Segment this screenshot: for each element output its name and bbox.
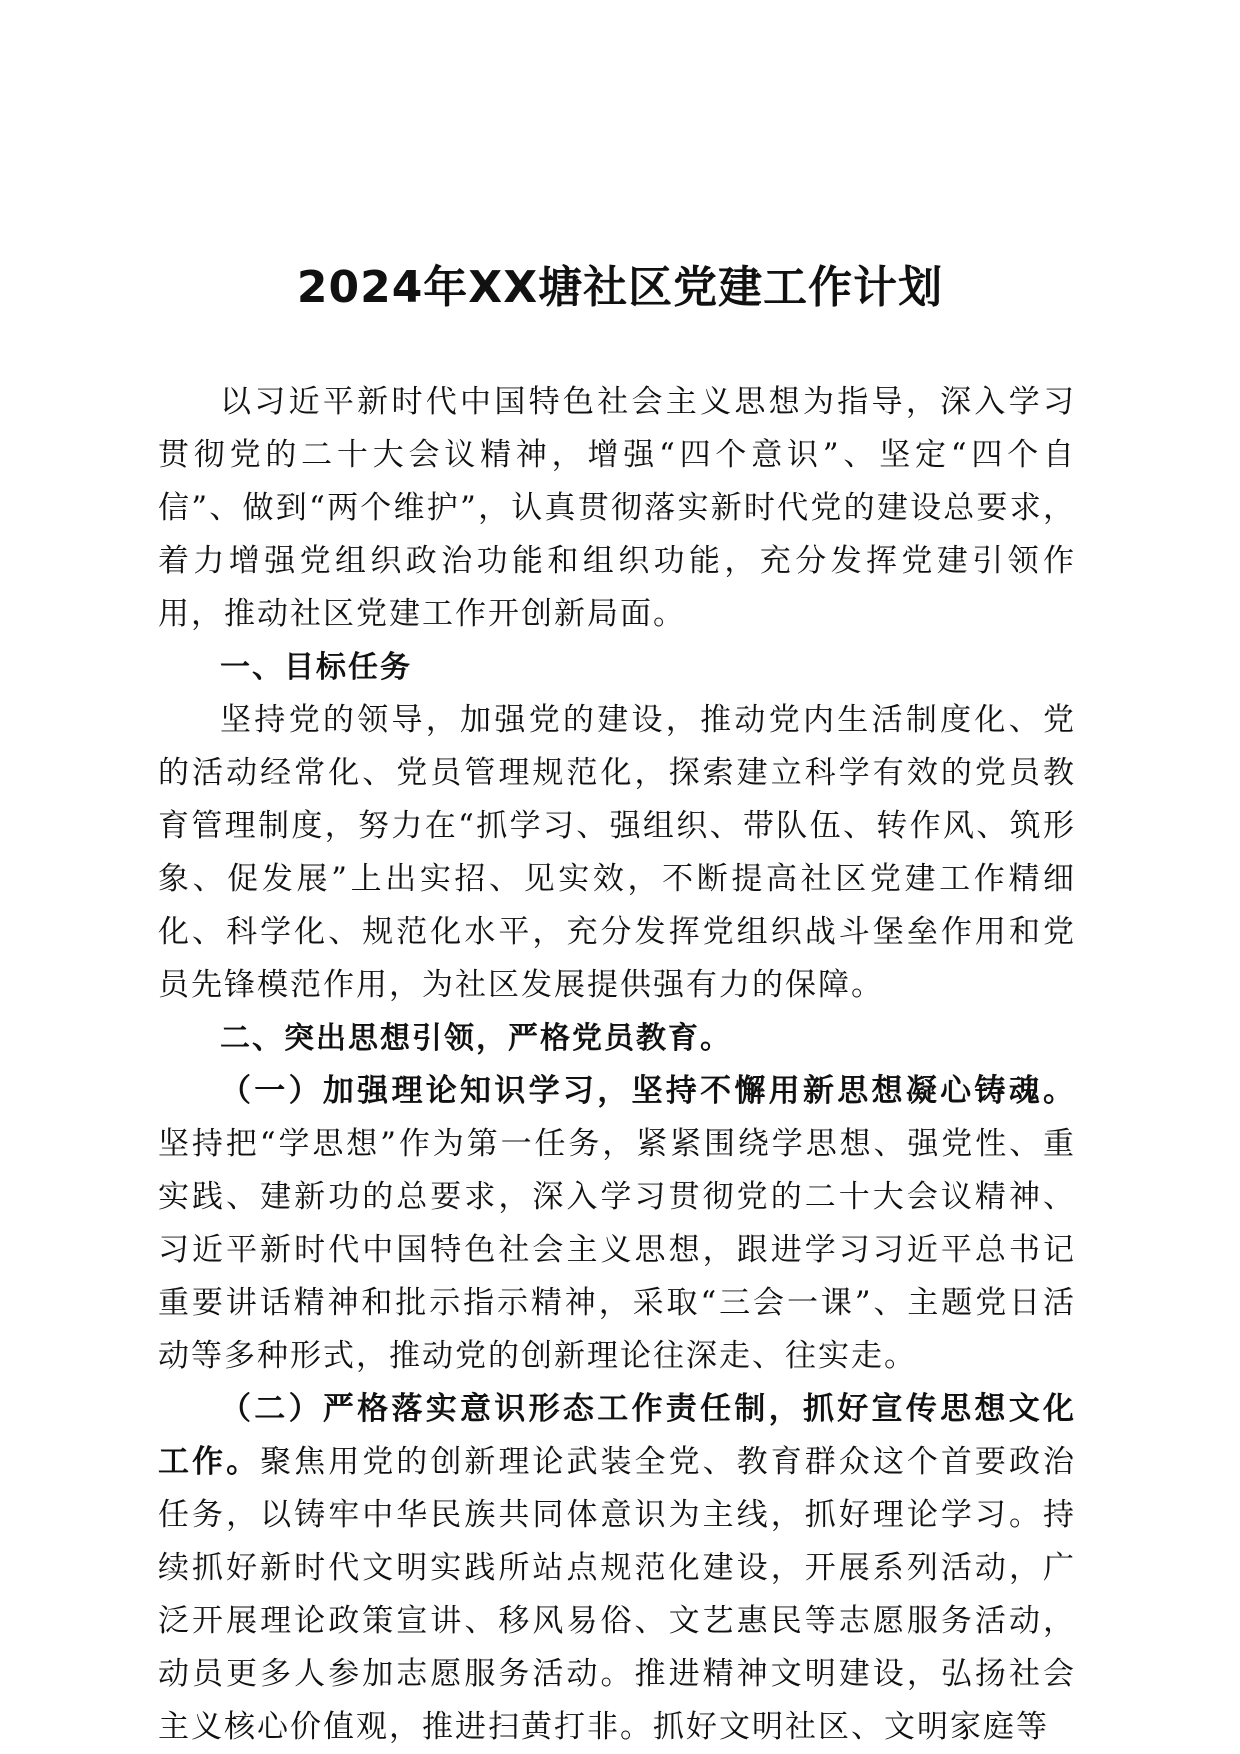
subsection-theory-study-body: 坚持把“学思想”作为第一任务，紧紧围绕学思想、强党性、重实践、建新功的总要求，深入学习贯彻党的二十大会议精神、习近平新时代中国特色社会主义思想，跟进学习习近平总书记重要讲话精神和批示指示精神，采取“三会一课”、主题党日活动等多种形式，推动党的创新理论往深走、往实走。 [158, 1126, 1076, 1374]
document-title: 2024年XX塘社区党建工作计划 [296, 262, 944, 313]
goals-paragraph: 坚持党的领导，加强党的建设，推动党内生活制度化、党的活动经常化、党员管理规范化，探索建立科学有效的党员教育管理制度，努力在“抓学习、强组织、带队伍、转作风、筑形象、促发展”上出实招、见实效，不断提高社区党建工作精细化、科学化、规范化水平，充分发挥党组织战斗堡垒作用和党员先锋模范作用，为社区发展提供强有力的保障。 [158, 702, 1076, 1003]
subsection-theory-study-lead: （一）加强理论知识学习，坚持不懈用新思想凝心铸魂。 [220, 1073, 1076, 1109]
subsection-ideology-responsibility [158, 1383, 1076, 1754]
section-heading-ideology: 二、突出思想引领，严格党员教育。 [220, 1021, 732, 1056]
subsection-ideology-responsibility-body: 聚焦用党的创新理论武装全党、教育群众这个首要政治任务，以铸牢中华民族共同体意识为主线，抓好理论学习。持续抓好新时代文明实践所站点规范化建设，开展系列活动，广泛开展理论政策宣讲、移风易俗、文艺惠民等志愿服务活动，动员更多人参加志愿服务活动。推进精神文明建设，弘扬社会主义核心价值观，推进扫黄打非。抓好文明社区、文明家庭等 [158, 1444, 1077, 1745]
section-heading-goals: 一、目标任务 [220, 650, 412, 685]
intro-paragraph: 以习近平新时代中国特色社会主义思想为指导，深入学习贯彻党的二十大会议精神，增强“四个意识”、坚定“四个自信”、做到“两个维护”，认真贯彻落实新时代党的建设总要求，着力增强党组织政治功能和组织功能，充分发挥党建引领作用，推动社区党建工作开创新局面。 [158, 384, 1076, 632]
subsection-ideology-responsibility-lead: （二）严格落实意识形态工作责任制，抓好宣传思想文化工作。 [158, 1391, 1076, 1480]
document-body [158, 376, 1076, 1754]
subsection-theory-study [158, 1065, 1076, 1383]
